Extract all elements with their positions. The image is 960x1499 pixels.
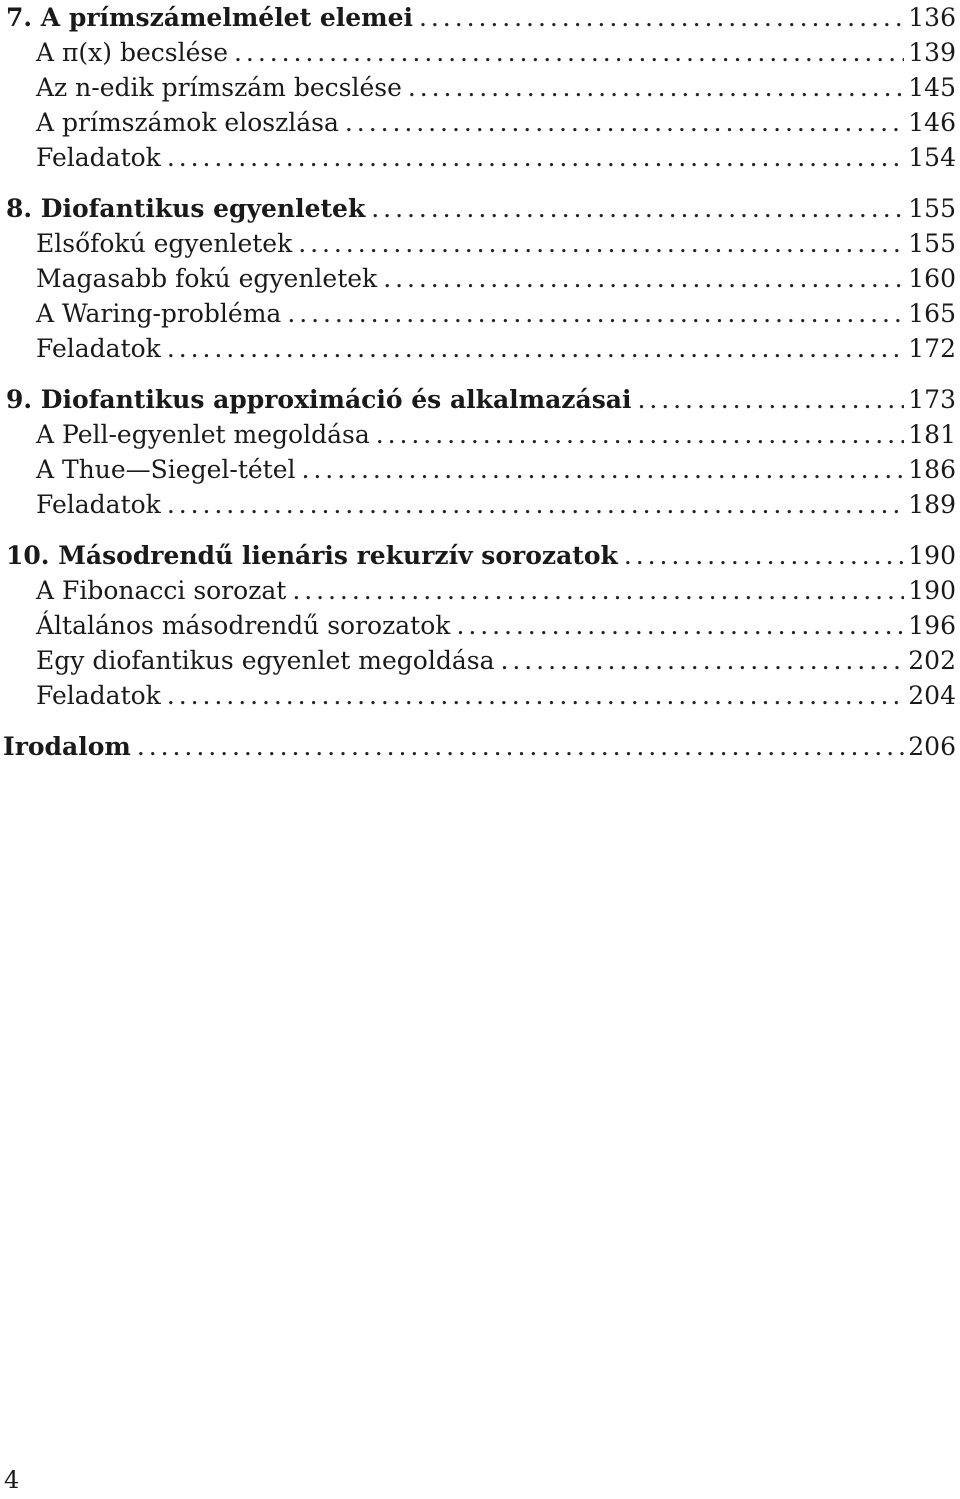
section-entry[interactable] — [0, 331, 960, 366]
dot-leader — [345, 105, 904, 140]
toc-chapter-8 — [0, 191, 960, 366]
section-title: Feladatok — [36, 143, 161, 172]
chapter-heading[interactable] — [0, 382, 960, 417]
references-title: Irodalom — [3, 732, 131, 761]
dot-leader — [501, 643, 905, 678]
chapter-heading[interactable] — [0, 538, 960, 573]
page-number: 190 — [908, 576, 956, 605]
page-number: 206 — [908, 732, 956, 761]
page-number: 181 — [908, 420, 956, 449]
section-title: A prímszámok eloszlása — [36, 108, 339, 137]
toc-references — [0, 729, 960, 764]
dot-leader — [637, 382, 904, 417]
section-entry[interactable] — [0, 261, 960, 296]
section-entry[interactable] — [0, 487, 960, 522]
dot-leader — [167, 331, 904, 366]
dot-leader — [371, 191, 904, 226]
page-number: 146 — [908, 108, 956, 137]
page-number: 139 — [908, 38, 956, 67]
dot-leader — [376, 417, 905, 452]
page-number: 190 — [908, 541, 956, 570]
page-number: 204 — [908, 681, 956, 710]
page-number: 160 — [908, 264, 956, 293]
dot-leader — [408, 70, 904, 105]
dot-leader — [624, 538, 904, 573]
section-title: Feladatok — [36, 681, 161, 710]
section-title: Elsőfokú egyenletek — [36, 229, 293, 258]
section-entry[interactable] — [0, 608, 960, 643]
chapter-title: 9. Diofantikus approximáció és alkalmazásai — [6, 385, 632, 414]
section-entry[interactable] — [0, 70, 960, 105]
section-title: Feladatok — [36, 490, 161, 519]
dot-leader — [292, 573, 904, 608]
page-number: 165 — [908, 299, 956, 328]
page-number: 186 — [908, 455, 956, 484]
section-title: Az n-edik prímszám becslése — [36, 73, 402, 102]
section-title: Egy diofantikus egyenlet megoldása — [36, 646, 495, 675]
toc-chapter-7 — [0, 0, 960, 175]
toc-chapter-10 — [0, 538, 960, 713]
dot-leader — [298, 226, 904, 261]
dot-leader — [383, 261, 904, 296]
page-number: 189 — [908, 490, 956, 519]
section-title: A Pell-egyenlet megoldása — [36, 420, 370, 449]
page-number: 173 — [908, 385, 956, 414]
section-entry[interactable] — [0, 643, 960, 678]
section-entry[interactable] — [0, 296, 960, 331]
section-entry[interactable] — [0, 35, 960, 70]
section-title: A Waring-probléma — [36, 299, 282, 328]
section-entry[interactable] — [0, 573, 960, 608]
section-title: A Fibonacci sorozat — [36, 576, 287, 605]
dot-leader — [167, 140, 904, 175]
chapter-heading[interactable] — [0, 191, 960, 226]
page-number: 172 — [908, 334, 956, 363]
dot-leader — [167, 678, 904, 713]
dot-leader — [302, 452, 905, 487]
section-title: Magasabb fokú egyenletek — [36, 264, 378, 293]
chapter-title: 10. Másodrendű lienáris rekurzív sorozatok — [6, 541, 618, 570]
dot-leader — [287, 296, 904, 331]
page-number: 136 — [908, 3, 956, 32]
section-title: Általános másodrendű sorozatok — [36, 611, 451, 640]
section-title: A Thue—Siegel-tétel — [36, 455, 296, 484]
section-entry[interactable] — [0, 678, 960, 713]
references-heading[interactable] — [0, 729, 960, 764]
section-entry[interactable] — [0, 417, 960, 452]
section-entry[interactable] — [0, 140, 960, 175]
dot-leader — [234, 35, 904, 70]
page-number: 154 — [908, 143, 956, 172]
dot-leader — [456, 608, 904, 643]
page-number: 155 — [908, 194, 956, 223]
footer-page-number: 4 — [4, 1466, 20, 1494]
section-title: A π(x) becslése — [36, 38, 229, 67]
page-number: 155 — [908, 229, 956, 258]
page-number: 202 — [908, 646, 956, 675]
section-entry[interactable] — [0, 226, 960, 261]
chapter-title: 7. A prímszámelmélet elemei — [6, 3, 414, 32]
chapter-heading[interactable] — [0, 0, 960, 35]
section-entry[interactable] — [0, 105, 960, 140]
dot-leader — [419, 0, 904, 35]
page-number: 196 — [908, 611, 956, 640]
section-entry[interactable] — [0, 452, 960, 487]
section-title: Feladatok — [36, 334, 161, 363]
toc-chapter-9 — [0, 382, 960, 522]
page-number: 145 — [908, 73, 956, 102]
chapter-title: 8. Diofantikus egyenletek — [6, 194, 366, 223]
dot-leader — [137, 729, 904, 764]
dot-leader — [167, 487, 904, 522]
